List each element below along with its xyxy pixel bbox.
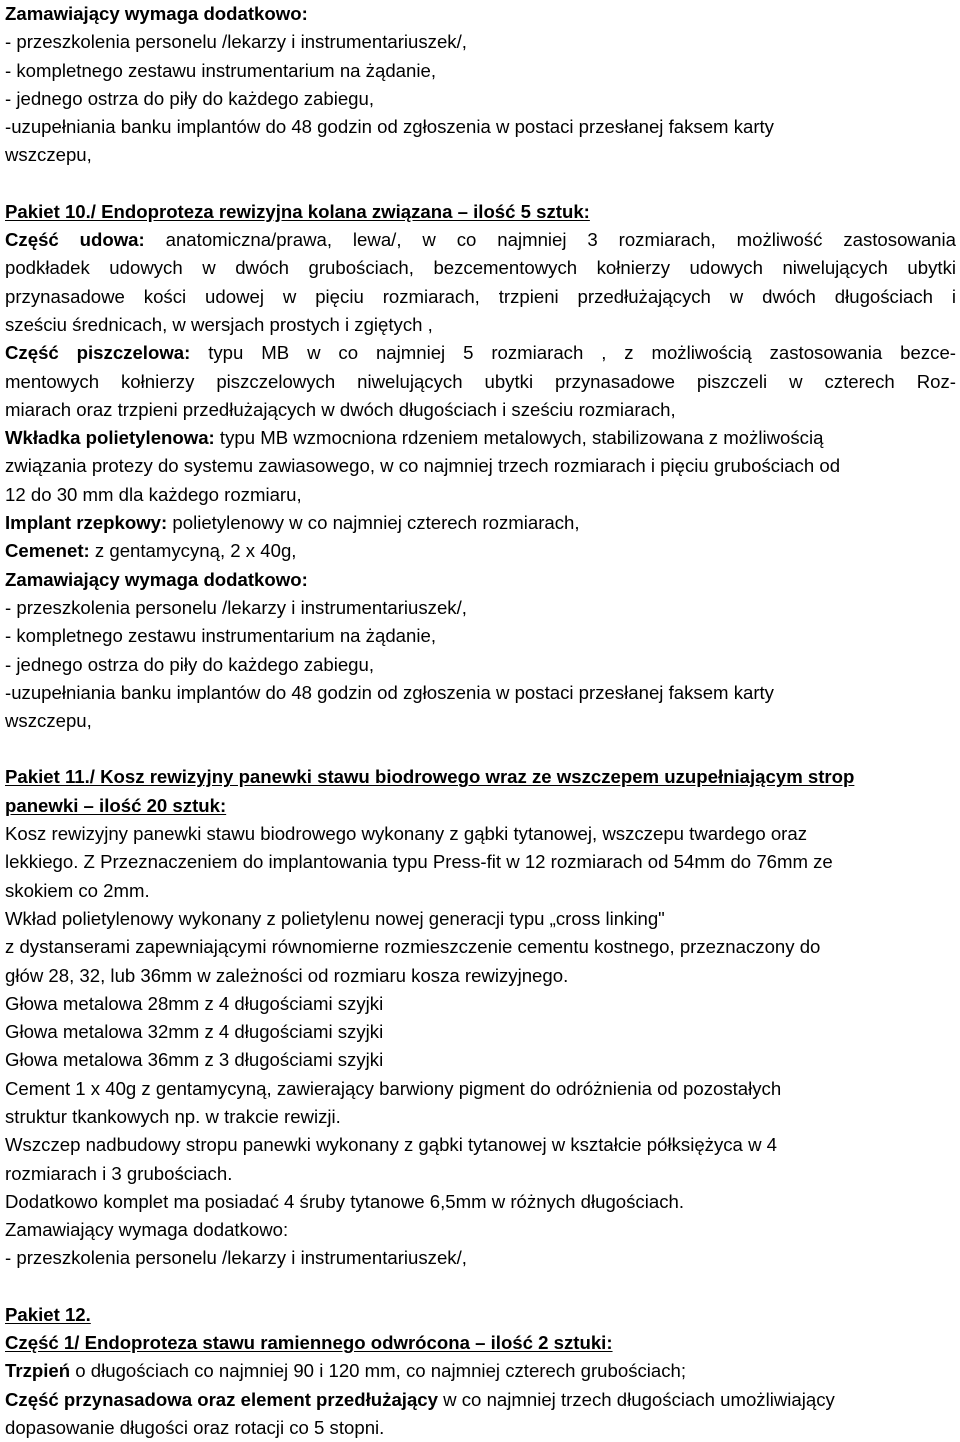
przynasadowa-label: Część przynasadowa oraz element przedłużający (5, 1388, 438, 1410)
text-line: Wszczep nadbudowy stropu panewki wykonany z gąbki tytanowej w kształcie półksiężyca w 4 (5, 1134, 778, 1156)
text-line: skokiem co 2mm. (5, 879, 150, 901)
rzepka-line (5, 509, 956, 537)
list-item: - jednego ostrza do piły do każdego zabiegu, (5, 87, 375, 109)
przynasadowa-text: w co najmniej trzech długościach umożliwiający (438, 1388, 835, 1410)
trzpien-label: Trzpień (5, 1360, 71, 1382)
wkladka-label: Wkładka polietylenowa: (5, 427, 215, 449)
text-line: Cement 1 x 40g z gentamycyną, zawierający barwiony pigment do odróżnienia od pozostałych (5, 1077, 782, 1099)
udowa-line (5, 226, 956, 254)
list-item: wszczepu, (5, 144, 92, 166)
spacer (5, 170, 956, 198)
list-item: -uzupełniania banku implantów do 48 godzin od zgłoszenia w postaci przesłanej faksem karty (5, 116, 774, 138)
text-line: rozmiarach i 3 grubościach. (5, 1162, 233, 1184)
extra-heading: Zamawiający wymaga dodatkowo: (5, 568, 308, 590)
pakiet11-heading: Pakiet 11./ Kosz rewizyjny panewki stawu biodrowego wraz ze wszczepem uzupełniającym strop (5, 766, 855, 788)
spacer (5, 1273, 956, 1301)
list-item: - kompletnego zestawu instrumentarium na żądanie, (5, 625, 436, 647)
list-item: wszczepu, (5, 710, 92, 732)
text-line: Wkład polietylenowy wykonany z polietylenu nowej generacji typu „cross linking" (5, 907, 665, 929)
text-line: lekkiego. Z Przeznaczeniem do implantowania typu Press-fit w 12 rozmiarach od 54mm do 76mm ze (5, 851, 833, 873)
wkladka-line (5, 424, 956, 452)
trzpien-line (5, 1357, 956, 1385)
list-item: - przeszkolenia personelu /lekarzy i instrumentariuszek/, (5, 31, 467, 53)
rzepka-text: polietylenowy w co najmniej czterech rozmiarach, (167, 512, 580, 534)
list-item: -uzupełniania banku implantów do 48 godzin od zgłoszenia w postaci przesłanej faksem karty (5, 681, 774, 703)
cement-label: Cemenet: (5, 540, 90, 562)
text-line: Głowa metalowa 36mm z 3 długościami szyjki (5, 1049, 384, 1071)
udowa-label: Część udowa: (5, 229, 145, 251)
text-line: Dodatkowo komplet ma posiadać 4 śruby tytanowe 6,5mm w różnych długościach. (5, 1190, 684, 1212)
czesc1-heading: Część 1/ Endoproteza stawu ramiennego odwrócona – ilość 2 sztuki: (5, 1332, 613, 1354)
text-line: Głowa metalowa 28mm z 4 długościami szyjki (5, 992, 384, 1014)
text-line: głów 28, 32, lub 36mm w zależności od rozmiaru kosza rewizyjnego. (5, 964, 569, 986)
pakiet12-heading: Pakiet 12. (5, 1303, 91, 1325)
cement-line (5, 537, 956, 565)
udowa-text: anatomiczna/prawa, lewa/, w co najmniej 3 rozmiarach, możliwość zastosowania (165, 229, 956, 251)
piszczel-text: typu MB w co najmniej 5 rozmiarach , z możliwością zastosowania bezce- (208, 342, 956, 364)
wkladka-line: 12 do 30 mm dla każdego rozmiaru, (5, 483, 302, 505)
section-heading: Zamawiający wymaga dodatkowo: (5, 3, 308, 24)
rzepka-label: Implant rzepkowy: (5, 512, 168, 534)
list-item: - kompletnego zestawu instrumentarium na żądanie, (5, 59, 436, 81)
list-item: - jednego ostrza do piły do każdego zabiegu, (5, 653, 375, 675)
text-line: Zamawiający wymaga dodatkowo: (5, 1219, 289, 1241)
wkladka-text: typu MB wzmocniona rdzeniem metalowych, stabilizowana z możliwością (219, 427, 824, 449)
pakiet11-heading: panewki – ilość 20 sztuk: (5, 794, 227, 816)
cement-text: z gentamycyną, 2 x 40g, (89, 540, 297, 562)
trzpien-text: o długościach co najmniej 90 i 120 mm, co najmniej czterech grubościach; (70, 1360, 687, 1382)
udowa-line: przynasadowe kości udowej w pięciu rozmiarach, trzpieni przedłużających w dwóch długościach i (5, 285, 956, 307)
text-line: Kosz rewizyjny panewki stawu biodrowego wykonany z gąbki tytanowej, wszczepu twardego oraz (5, 823, 807, 845)
udowa-line: sześciu średnicach, w wersjach prostych i zgiętych , (5, 313, 433, 335)
text-line: Głowa metalowa 32mm z 4 długościami szyjki (5, 1021, 384, 1043)
piszczel-line: miarach oraz trzpieni przedłużających w dwóch długościach i sześciu rozmiarach, (5, 398, 676, 420)
przynasadowa-line (5, 1386, 956, 1414)
text-line: struktur tkankowych np. w trakcie rewizji. (5, 1105, 341, 1127)
piszczel-label: Część piszczelowa: (5, 342, 191, 364)
udowa-line: podkładek udowych w dwóch grubościach, bezcementowych kołnierzy udowych niwelujących ubytki (5, 257, 956, 279)
piszczel-line: mentowych kołnierzy piszczelowych niwelujących ubytki przynasadowe piszczeli w czterech Roz- (5, 370, 956, 392)
list-item: - przeszkolenia personelu /lekarzy i instrumentariuszek/, (5, 596, 467, 618)
spacer (5, 735, 956, 763)
pakiet10-heading: Pakiet 10./ Endoproteza rewizyjna kolana związana – ilość 5 sztuk: (5, 200, 590, 222)
text-line: - przeszkolenia personelu /lekarzy i instrumentariuszek/, (5, 1247, 467, 1269)
text-line: z dystanserami zapewniającymi równomierne rozmieszczenie cementu kostnego, przeznaczony do (5, 936, 821, 958)
piszczel-line (5, 339, 956, 367)
wkladka-line: związania protezy do systemu zawiasowego, w co najmniej trzech rozmiarach i pięciu grubościach od (5, 455, 841, 477)
text-line: dopasowanie długości oraz rotacji co 5 stopni. (5, 1416, 385, 1438)
